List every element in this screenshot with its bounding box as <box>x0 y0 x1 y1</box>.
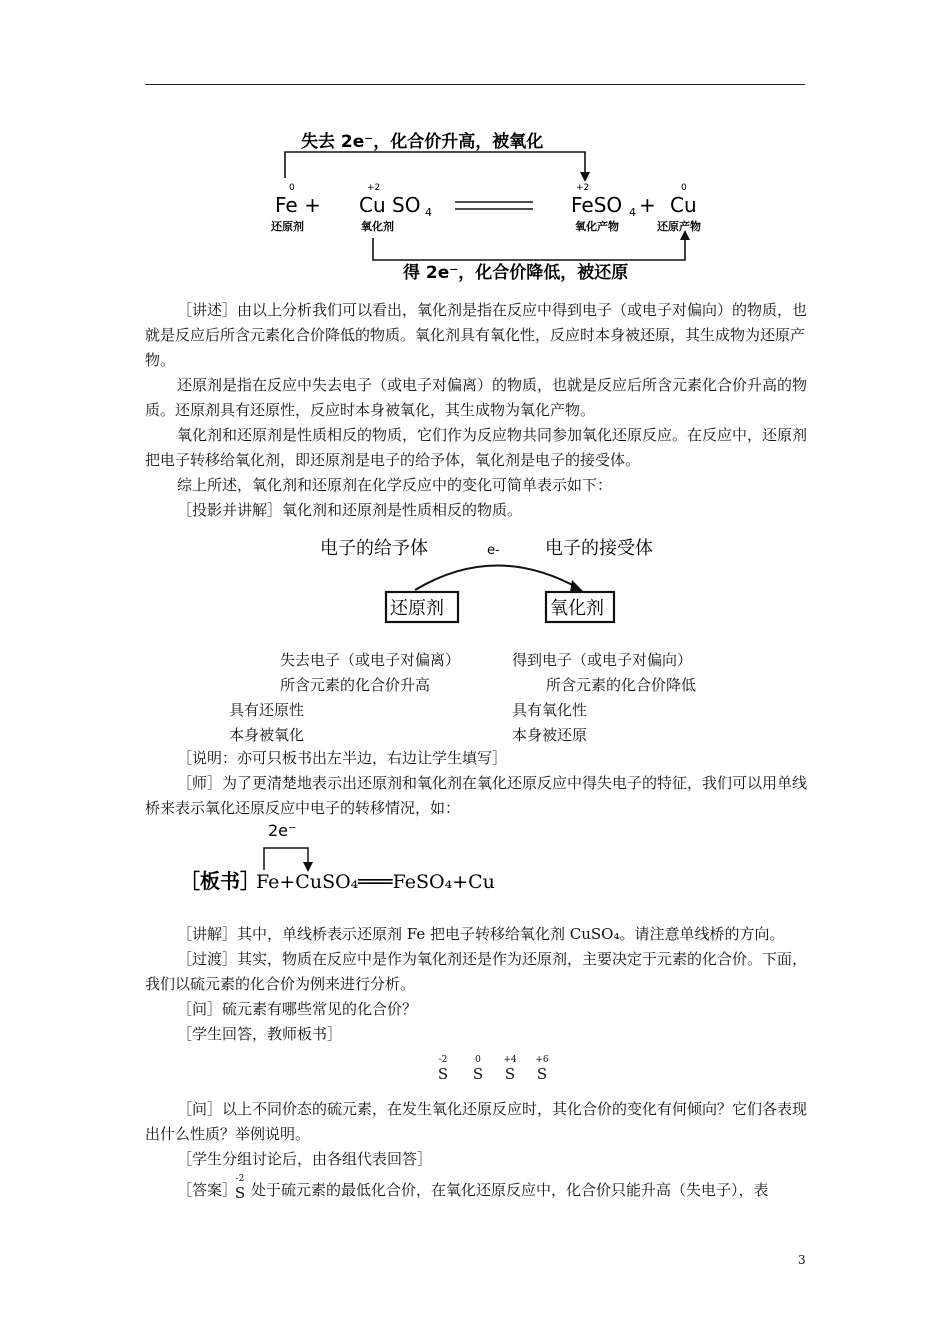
page-number: 3 <box>798 1253 806 1267</box>
gain-electron-bridge <box>373 236 685 260</box>
paragraph-summary: 综上所述，氧化剂和还原剂在化学反应中的变化可简单表示如下： <box>177 476 613 494</box>
cu-product: Cu <box>670 193 697 217</box>
svg-text:0: 0 <box>681 183 687 193</box>
sulfur-state-3: +4 S <box>503 1055 517 1083</box>
electron-transfer-diagram <box>310 530 680 630</box>
svg-text:氧化剂: 氧化剂 <box>361 220 394 233</box>
lose-electron-bridge <box>285 152 585 178</box>
paragraph-projection: ［投影并讲解］氧化剂和还原剂是性质相反的物质。 <box>177 501 523 519</box>
sulfur-state-2: 0 S <box>472 1055 484 1083</box>
prop-left-3: 具有还原性 <box>229 701 305 719</box>
paragraph-comparison: 氧化剂和还原剂是性质相反的物质，它们作为反应物共同参加氧化还原反应。在反应中，还原剂把电子转移给氧化剂，即还原剂是电子的给予体，氧化剂是电子的接受体。 <box>145 426 808 469</box>
note-text: ［说明：亦可只板书出左半边，右边让学生填写］ <box>177 749 508 767</box>
svg-text:氧化剂: 氧化剂 <box>550 598 604 619</box>
paragraph-teacher: ［师］为了更清楚地表示出还原剂和氧化剂在氧化还原反应中得失电子的特征，我们可以用单线桥来表示氧化还原反应中电子的转移情况，如： <box>145 774 808 817</box>
answer-text: 处于硫元素的最低化合价，在氧化还原反应中，化合价只能升高（失电子），表 <box>251 1181 769 1199</box>
cuso4-reactant: Cu SO <box>359 193 421 217</box>
svg-text:还原剂: 还原剂 <box>390 598 444 619</box>
equation-text: Fe+CuSO₄═══FeSO₄+Cu <box>256 871 495 893</box>
svg-text:4: 4 <box>425 206 432 219</box>
question-2: ［问］以上不同价态的硫元素，在发生氧化还原反应时，其化合价的变化有何倾向？它们各表现出什么性质？举例说明。 <box>145 1100 808 1143</box>
answer-sulfur: -2 S <box>234 1174 246 1202</box>
gain-electron-label: 得 2e⁻，化合价降低，被还原 <box>403 263 629 283</box>
prop-left-2: 所含元素的化合价升高 <box>280 676 431 694</box>
question-1: ［问］硫元素有哪些常见的化合价？ <box>177 1000 418 1018</box>
paragraph-transition: ［过渡］其实，物质在反应中是作为氧化剂还是作为还原剂，主要决定于元素的化合价。下面，我们以硫元素的化合价为例来进行分析。 <box>145 950 808 993</box>
group-discussion: ［学生分组讨论后，由各组代表回答］ <box>177 1150 433 1168</box>
fe-reactant: Fe + <box>275 193 321 217</box>
paragraph-explain-bridge: ［讲解］其中，单线桥表示还原剂 Fe 把电子转移给氧化剂 CuSO₄。请注意单线桥的方向。 <box>177 925 785 943</box>
electron-count: 2e⁻ <box>268 821 297 840</box>
svg-text:还原剂: 还原剂 <box>271 220 304 233</box>
sulfur-state-4: +6 S <box>535 1055 549 1083</box>
paragraph-reductant: 还原剂是指在反应中失去电子（或电子对偏离）的物质，也就是反应后所含元素化合价升高的物质。还原剂具有还原性，反应时本身被氧化，其生成物为氧化产物。 <box>145 376 808 419</box>
svg-text:0: 0 <box>289 183 295 193</box>
header-rule <box>145 84 805 85</box>
svg-text:4: 4 <box>629 206 636 219</box>
svg-text:还原产物: 还原产物 <box>657 220 701 233</box>
prop-right-3: 具有氧化性 <box>512 701 588 719</box>
prop-right-4: 本身被还原 <box>512 726 588 744</box>
feso4-product: FeSO <box>571 193 623 217</box>
svg-text:氧化产物: 氧化产物 <box>575 220 619 233</box>
redox-equation-diagram <box>265 120 735 285</box>
sulfur-state-1: -2 S <box>437 1055 449 1083</box>
prop-left-1: 失去电子（或电子对偏离） <box>280 651 461 669</box>
single-bridge-equation <box>176 818 536 896</box>
svg-text:+: + <box>639 193 656 217</box>
answer-label: ［答案］ <box>177 1181 238 1199</box>
svg-text:+2: +2 <box>576 183 590 193</box>
prop-right-2: 所含元素的化合价降低 <box>546 676 697 694</box>
donor-label: 电子的给予体 <box>320 538 428 559</box>
paragraph-explain: ［讲述］由以上分析我们可以看出，氧化剂是指在反应中得到电子（或电子对偏向）的物质，也就是反应后所含元素化合价降低的物质。氧化剂具有氧化性，反应时本身被还原，其生成物为还原产物。 <box>145 301 808 369</box>
student-answer-note: ［学生回答，教师板书］ <box>177 1025 343 1043</box>
prop-right-1: 得到电子（或电子对偏向） <box>512 651 693 669</box>
electron-label: e- <box>487 543 500 558</box>
lose-electron-label: 失去 2e⁻，化合价升高，被氧化 <box>301 132 544 152</box>
arrow-down-icon <box>580 172 590 182</box>
board-label: ［板书］ <box>180 869 260 893</box>
prop-left-4: 本身被氧化 <box>229 726 305 744</box>
acceptor-label: 电子的接受体 <box>545 538 653 559</box>
arrow-right-icon <box>570 580 584 592</box>
svg-text:+2: +2 <box>367 183 381 193</box>
